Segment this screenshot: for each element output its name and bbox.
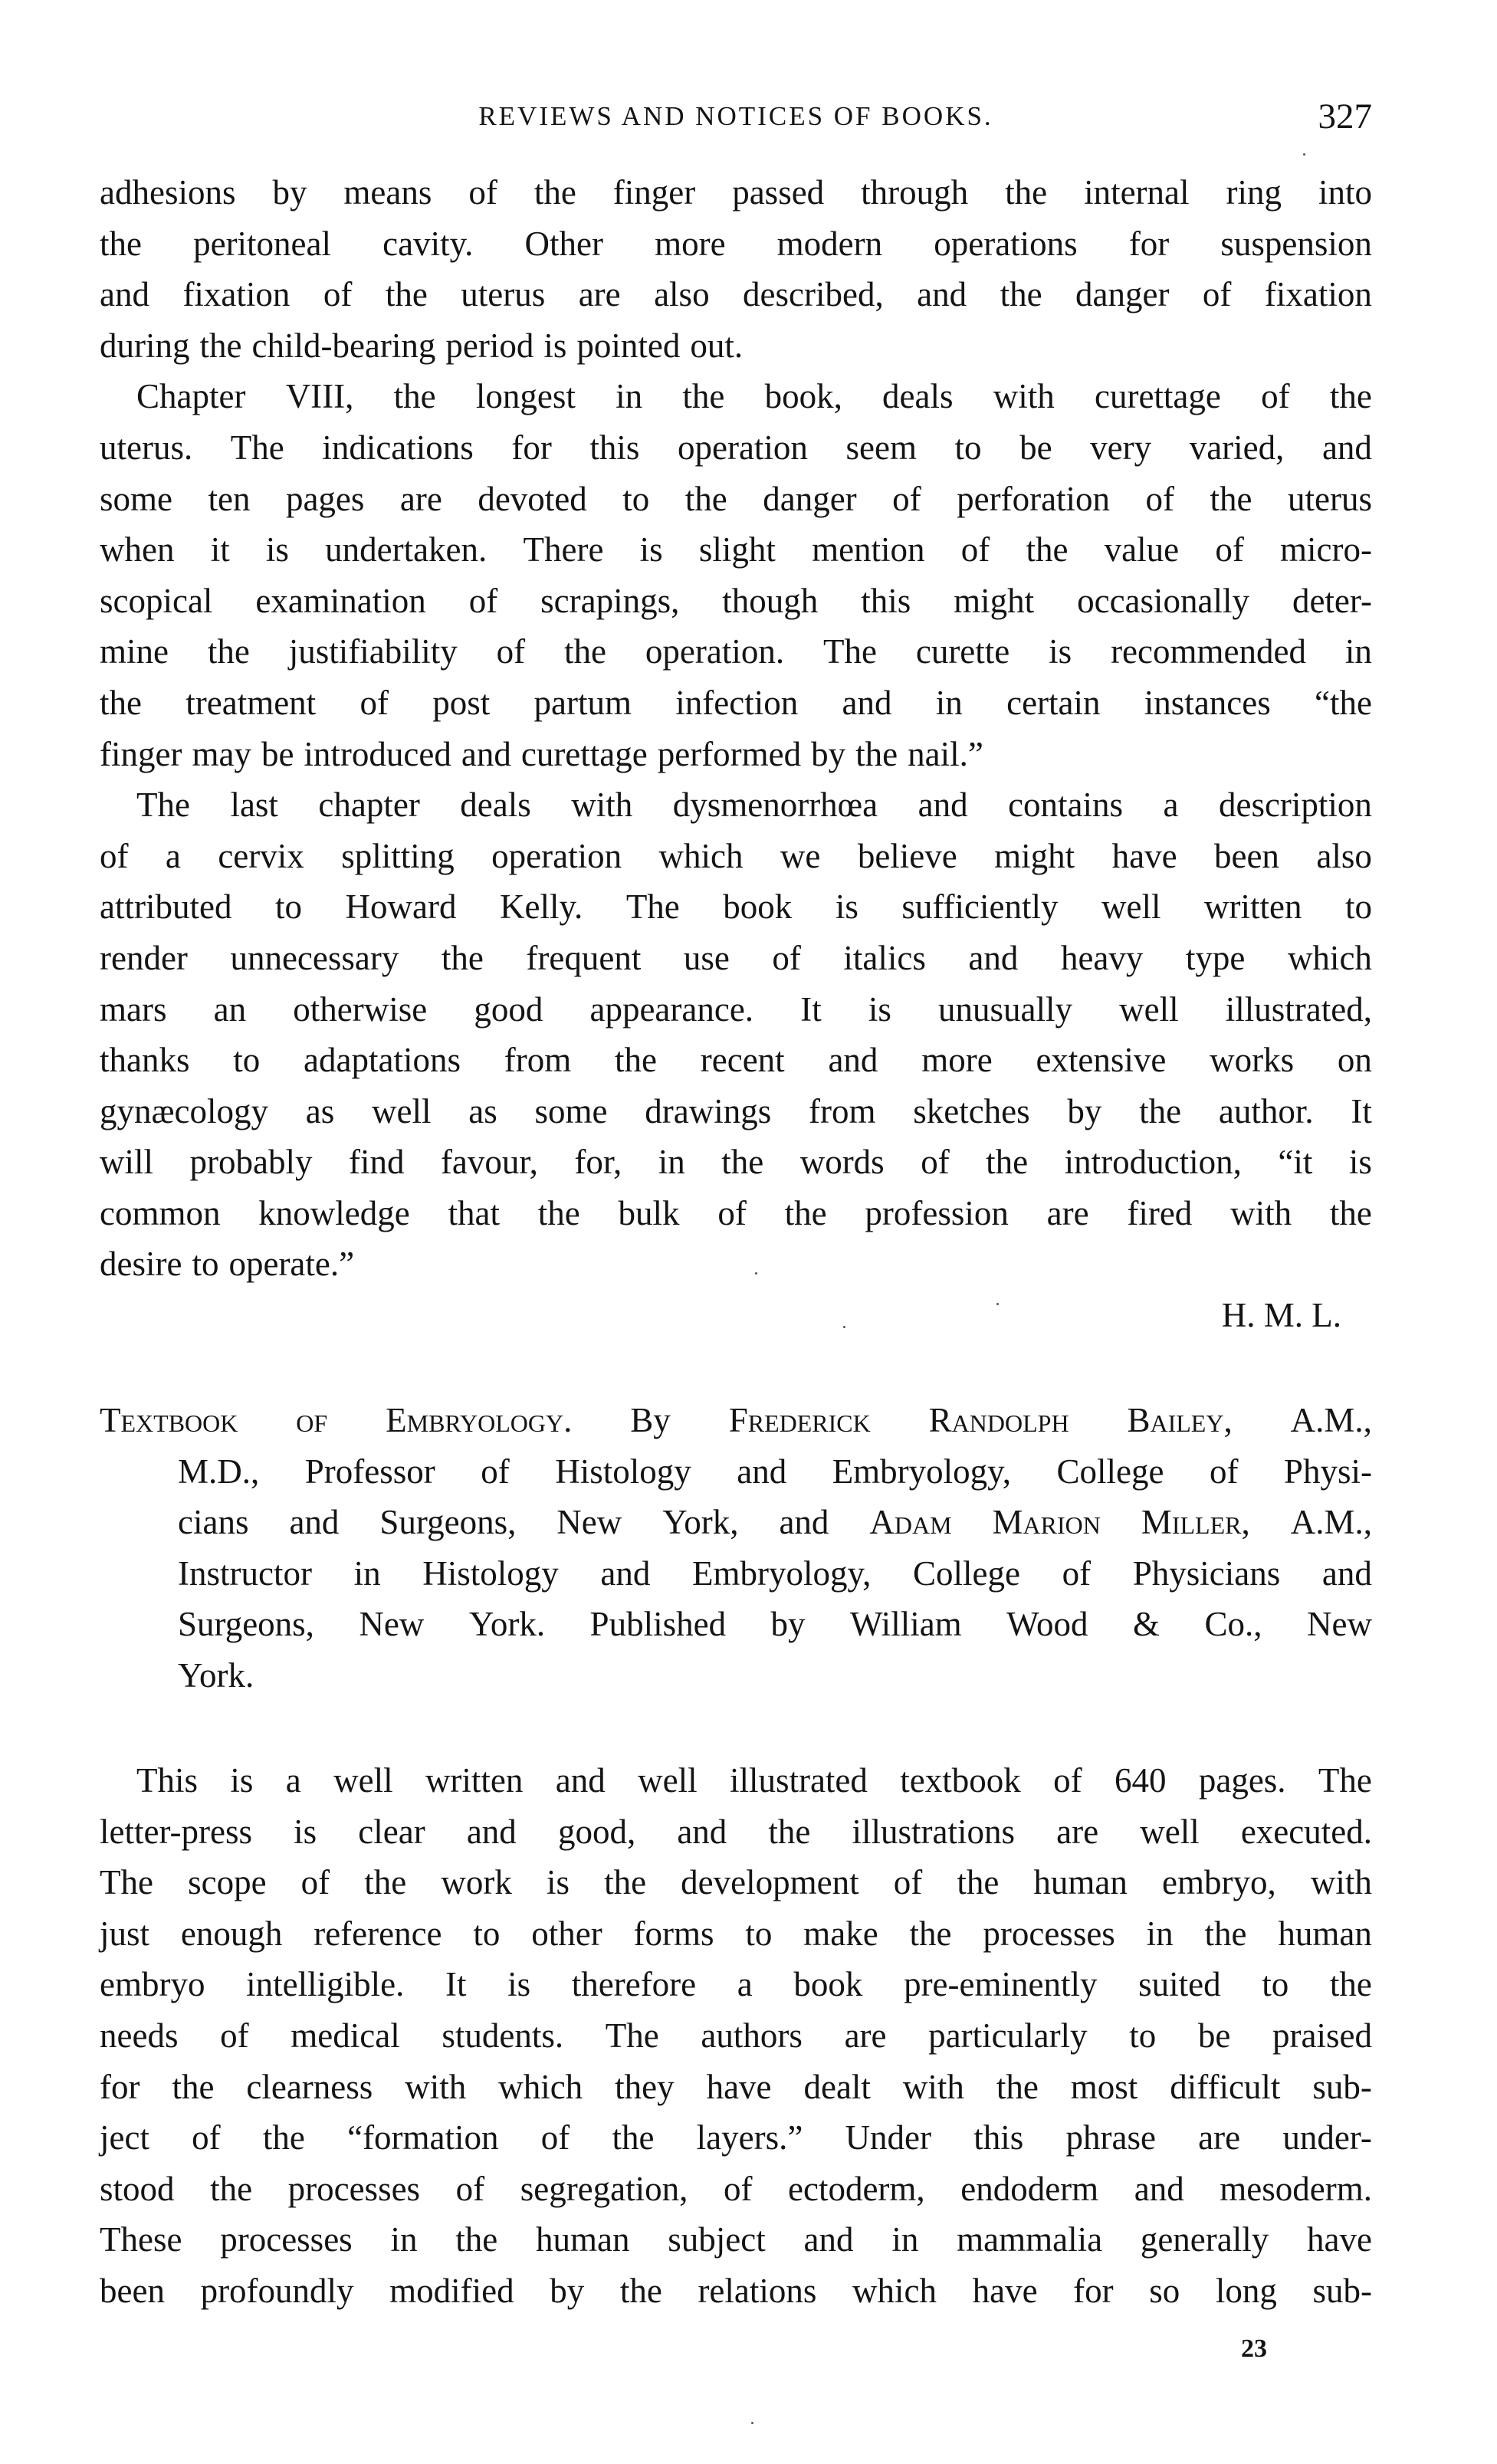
text-line: This is a well written and well illustrated textbook of 640 pages. The bbox=[136, 1761, 1372, 1800]
scan-speck bbox=[755, 1272, 757, 1275]
signature-initials: H. M. L. bbox=[1221, 1296, 1341, 1334]
text-line: finger may be introduced and curettage performed by the nail.” bbox=[100, 734, 983, 773]
running-title: REVIEWS AND NOTICES OF BOOKS. bbox=[478, 101, 993, 131]
text-line: The last chapter deals with dysmenorrhœa and contains a description bbox=[136, 786, 1372, 825]
text-line: uterus. The indications for this operation seem to be very varied, and bbox=[100, 428, 1372, 467]
text-line: common knowledge that the bulk of the profession are fired with the bbox=[100, 1193, 1372, 1232]
text-line: mars an otherwise good appearance. It is unusually well illustrated, bbox=[100, 989, 1372, 1029]
text-line: cians and Surgeons, New York, and Adam Marion Miller, A.M., bbox=[178, 1503, 1372, 1542]
text-line: letter-press is clear and good, and the illustrations are well executed. bbox=[100, 1812, 1372, 1851]
text-line: embryo intelligible. It is therefore a book pre-eminently suited to the bbox=[100, 1965, 1372, 2004]
text-line: York. bbox=[178, 1655, 254, 1695]
scan-speck bbox=[751, 2422, 753, 2424]
text-line: the peritoneal cavity. Other more modern operations for suspension bbox=[100, 224, 1372, 263]
text-line: The scope of the work is the development of the human embryo, with bbox=[100, 1863, 1372, 1902]
review-body bbox=[100, 1755, 1372, 2317]
text-line: M.D., Professor of Histology and Embryology, College of Physi- bbox=[178, 1452, 1372, 1491]
review-continuation bbox=[100, 167, 1372, 1290]
text-line: some ten pages are devoted to the danger of perforation of the uterus bbox=[100, 479, 1372, 518]
text-line: gynæcology as well as some drawings from sketches by the author. It bbox=[100, 1091, 1372, 1130]
text-line: attributed to Howard Kelly. The book is sufficiently well written to bbox=[100, 887, 1372, 927]
text-line: ject of the “formation of the layers.” Under this phrase are under- bbox=[100, 2118, 1372, 2157]
signature-mark: 23 bbox=[1241, 2334, 1267, 2363]
text-line: during the child-bearing period is pointed out. bbox=[100, 326, 744, 365]
review-signature-block bbox=[100, 1290, 1372, 1341]
text-line: stood the processes of segregation, of ectoderm, endoderm and mesoderm. bbox=[100, 2169, 1372, 2208]
text-line: will probably find favour, for, in the words of the introduction, “it is bbox=[100, 1143, 1372, 1182]
text-line: needs of medical students. The authors are particularly to be praised bbox=[100, 2016, 1372, 2055]
text-line: Instructor in Histology and Embryology, College of Physicians and bbox=[178, 1554, 1372, 1593]
text-line: when it is undertaken. There is slight mention of the value of micro- bbox=[100, 530, 1372, 569]
text-line: just enough reference to other forms to make the processes in the human bbox=[100, 1914, 1372, 1953]
text-line: for the clearness with which they have dealt with the most difficult sub- bbox=[100, 2067, 1372, 2106]
text-line: been profoundly modified by the relations which have for so long sub- bbox=[100, 2271, 1372, 2310]
text-line: Chapter VIII, the longest in the book, deals with curettage of the bbox=[136, 377, 1372, 416]
text-line: These processes in the human subject and in mammalia generally have bbox=[100, 2220, 1372, 2259]
scan-speck bbox=[1303, 153, 1305, 156]
text-line: thanks to adaptations from the recent and more extensive works on bbox=[100, 1041, 1372, 1080]
text-line: desire to operate.” bbox=[100, 1245, 355, 1284]
text-line: and fixation of the uterus are also described, and the danger of fixation bbox=[100, 275, 1372, 314]
text-line: render unnecessary the frequent use of italics and heavy type which bbox=[100, 938, 1372, 977]
text-line: of a cervix splitting operation which we believe might have been also bbox=[100, 836, 1372, 875]
scan-speck bbox=[843, 1326, 845, 1328]
text-line: Surgeons, New York. Published by William Wood & Co., New bbox=[178, 1605, 1372, 1644]
page-number: 327 bbox=[1318, 97, 1372, 136]
text-line: Textbook of Embryology. By Frederick Randolph Bailey, A.M., bbox=[100, 1401, 1372, 1439]
text-line: the treatment of post partum infection and in certain instances “the bbox=[100, 683, 1372, 722]
review-signature bbox=[100, 1290, 1372, 1341]
text-line: adhesions by means of the finger passed through the internal ring into bbox=[100, 173, 1372, 212]
book-citation bbox=[100, 1395, 1372, 1701]
scan-speck bbox=[996, 1303, 999, 1305]
text-line: mine the justifiability of the operation. The curette is recommended in bbox=[100, 632, 1372, 671]
text-line: scopical examination of scrapings, though this might occasionally deter- bbox=[100, 581, 1372, 620]
running-head bbox=[100, 94, 1372, 139]
